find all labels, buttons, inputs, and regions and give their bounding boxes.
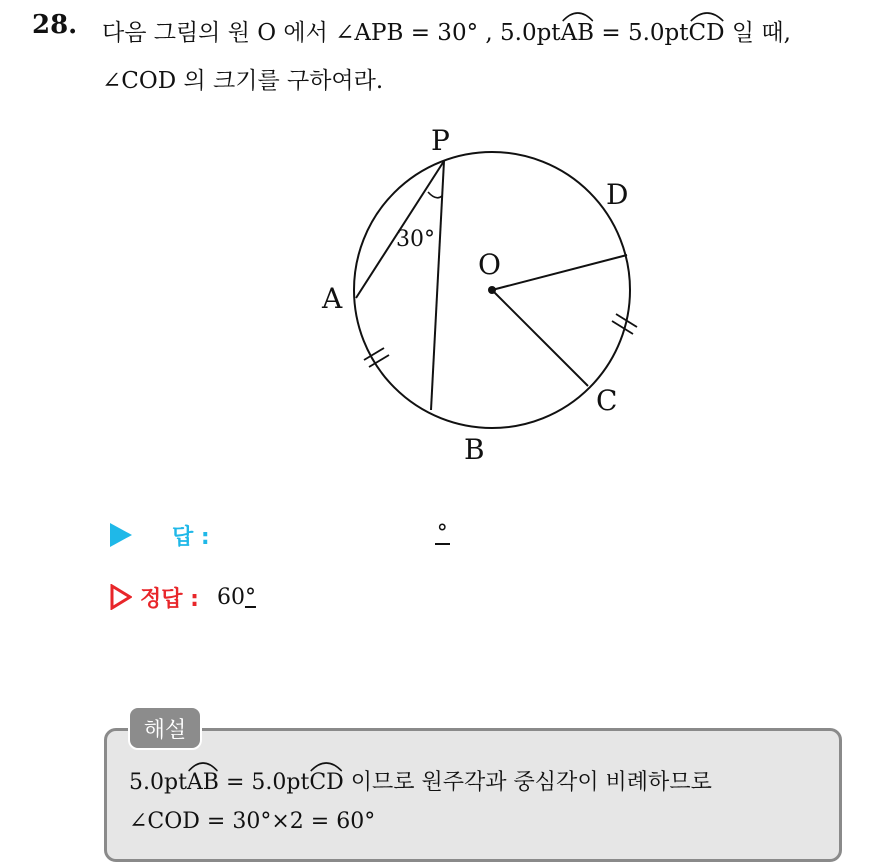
correct-degree: °	[244, 584, 256, 610]
sol-arc-ab-text: AB	[186, 770, 219, 795]
solution-line-2: ∠COD = 30°×2 = 60°	[129, 809, 376, 834]
label-d: D	[606, 178, 629, 211]
angle-arc	[428, 192, 442, 198]
question-line-1	[102, 14, 791, 47]
arc-mark-icon	[689, 8, 725, 22]
radius-oc	[492, 290, 588, 386]
play-triangle-icon	[110, 523, 132, 547]
arc-cd	[689, 20, 725, 46]
circle-figure	[300, 118, 660, 470]
arc-ab-text: AB	[560, 20, 595, 46]
solution-line-1	[129, 765, 712, 796]
correct-label: 정답 :	[140, 586, 199, 612]
outline-triangle-icon	[110, 584, 132, 610]
question-line-2: ∠COD 의 크기를 구하여라.	[102, 68, 384, 94]
question-text-part1: 다음 그림의 원 O 에서 ∠APB = 30° , 5.0pt	[102, 20, 561, 46]
angle-label: 30°	[396, 227, 435, 252]
solution-part3: 이므로 원주각과 중심각이 비례하므로	[343, 770, 712, 795]
label-p: P	[431, 124, 450, 157]
answer-label: 답 :	[172, 524, 210, 550]
correct-number: 60	[216, 584, 245, 610]
question-text-part2: = 5.0pt	[594, 20, 689, 46]
label-c: C	[596, 384, 618, 417]
sol-arc-cd	[309, 770, 343, 795]
label-a: A	[322, 282, 343, 315]
radius-od	[492, 255, 627, 290]
arc-mark-icon	[187, 758, 219, 772]
answer-row	[110, 518, 450, 552]
sol-arc-ab	[187, 770, 219, 795]
solution-part1: 5.0pt	[129, 770, 187, 795]
arc-ab	[561, 20, 595, 46]
center-point	[488, 286, 496, 294]
label-o: O	[478, 248, 501, 281]
correct-value	[217, 585, 256, 610]
label-b: B	[464, 433, 485, 466]
sol-arc-cd-text: CD	[309, 770, 344, 795]
solution-tag: 해설	[128, 706, 202, 750]
solution-part2: = 5.0pt	[218, 770, 310, 795]
question-text-part3: 일 때,	[724, 20, 791, 46]
circle-diagram	[300, 118, 660, 470]
solution-box	[104, 728, 842, 862]
arc-mark-icon	[309, 758, 343, 772]
answer-blank[interactable]: °	[436, 521, 448, 546]
correct-answer-row	[110, 580, 256, 614]
arc-mark-icon	[561, 8, 595, 22]
question-number: 28.	[32, 10, 78, 40]
arc-cd-text: CD	[688, 20, 725, 46]
